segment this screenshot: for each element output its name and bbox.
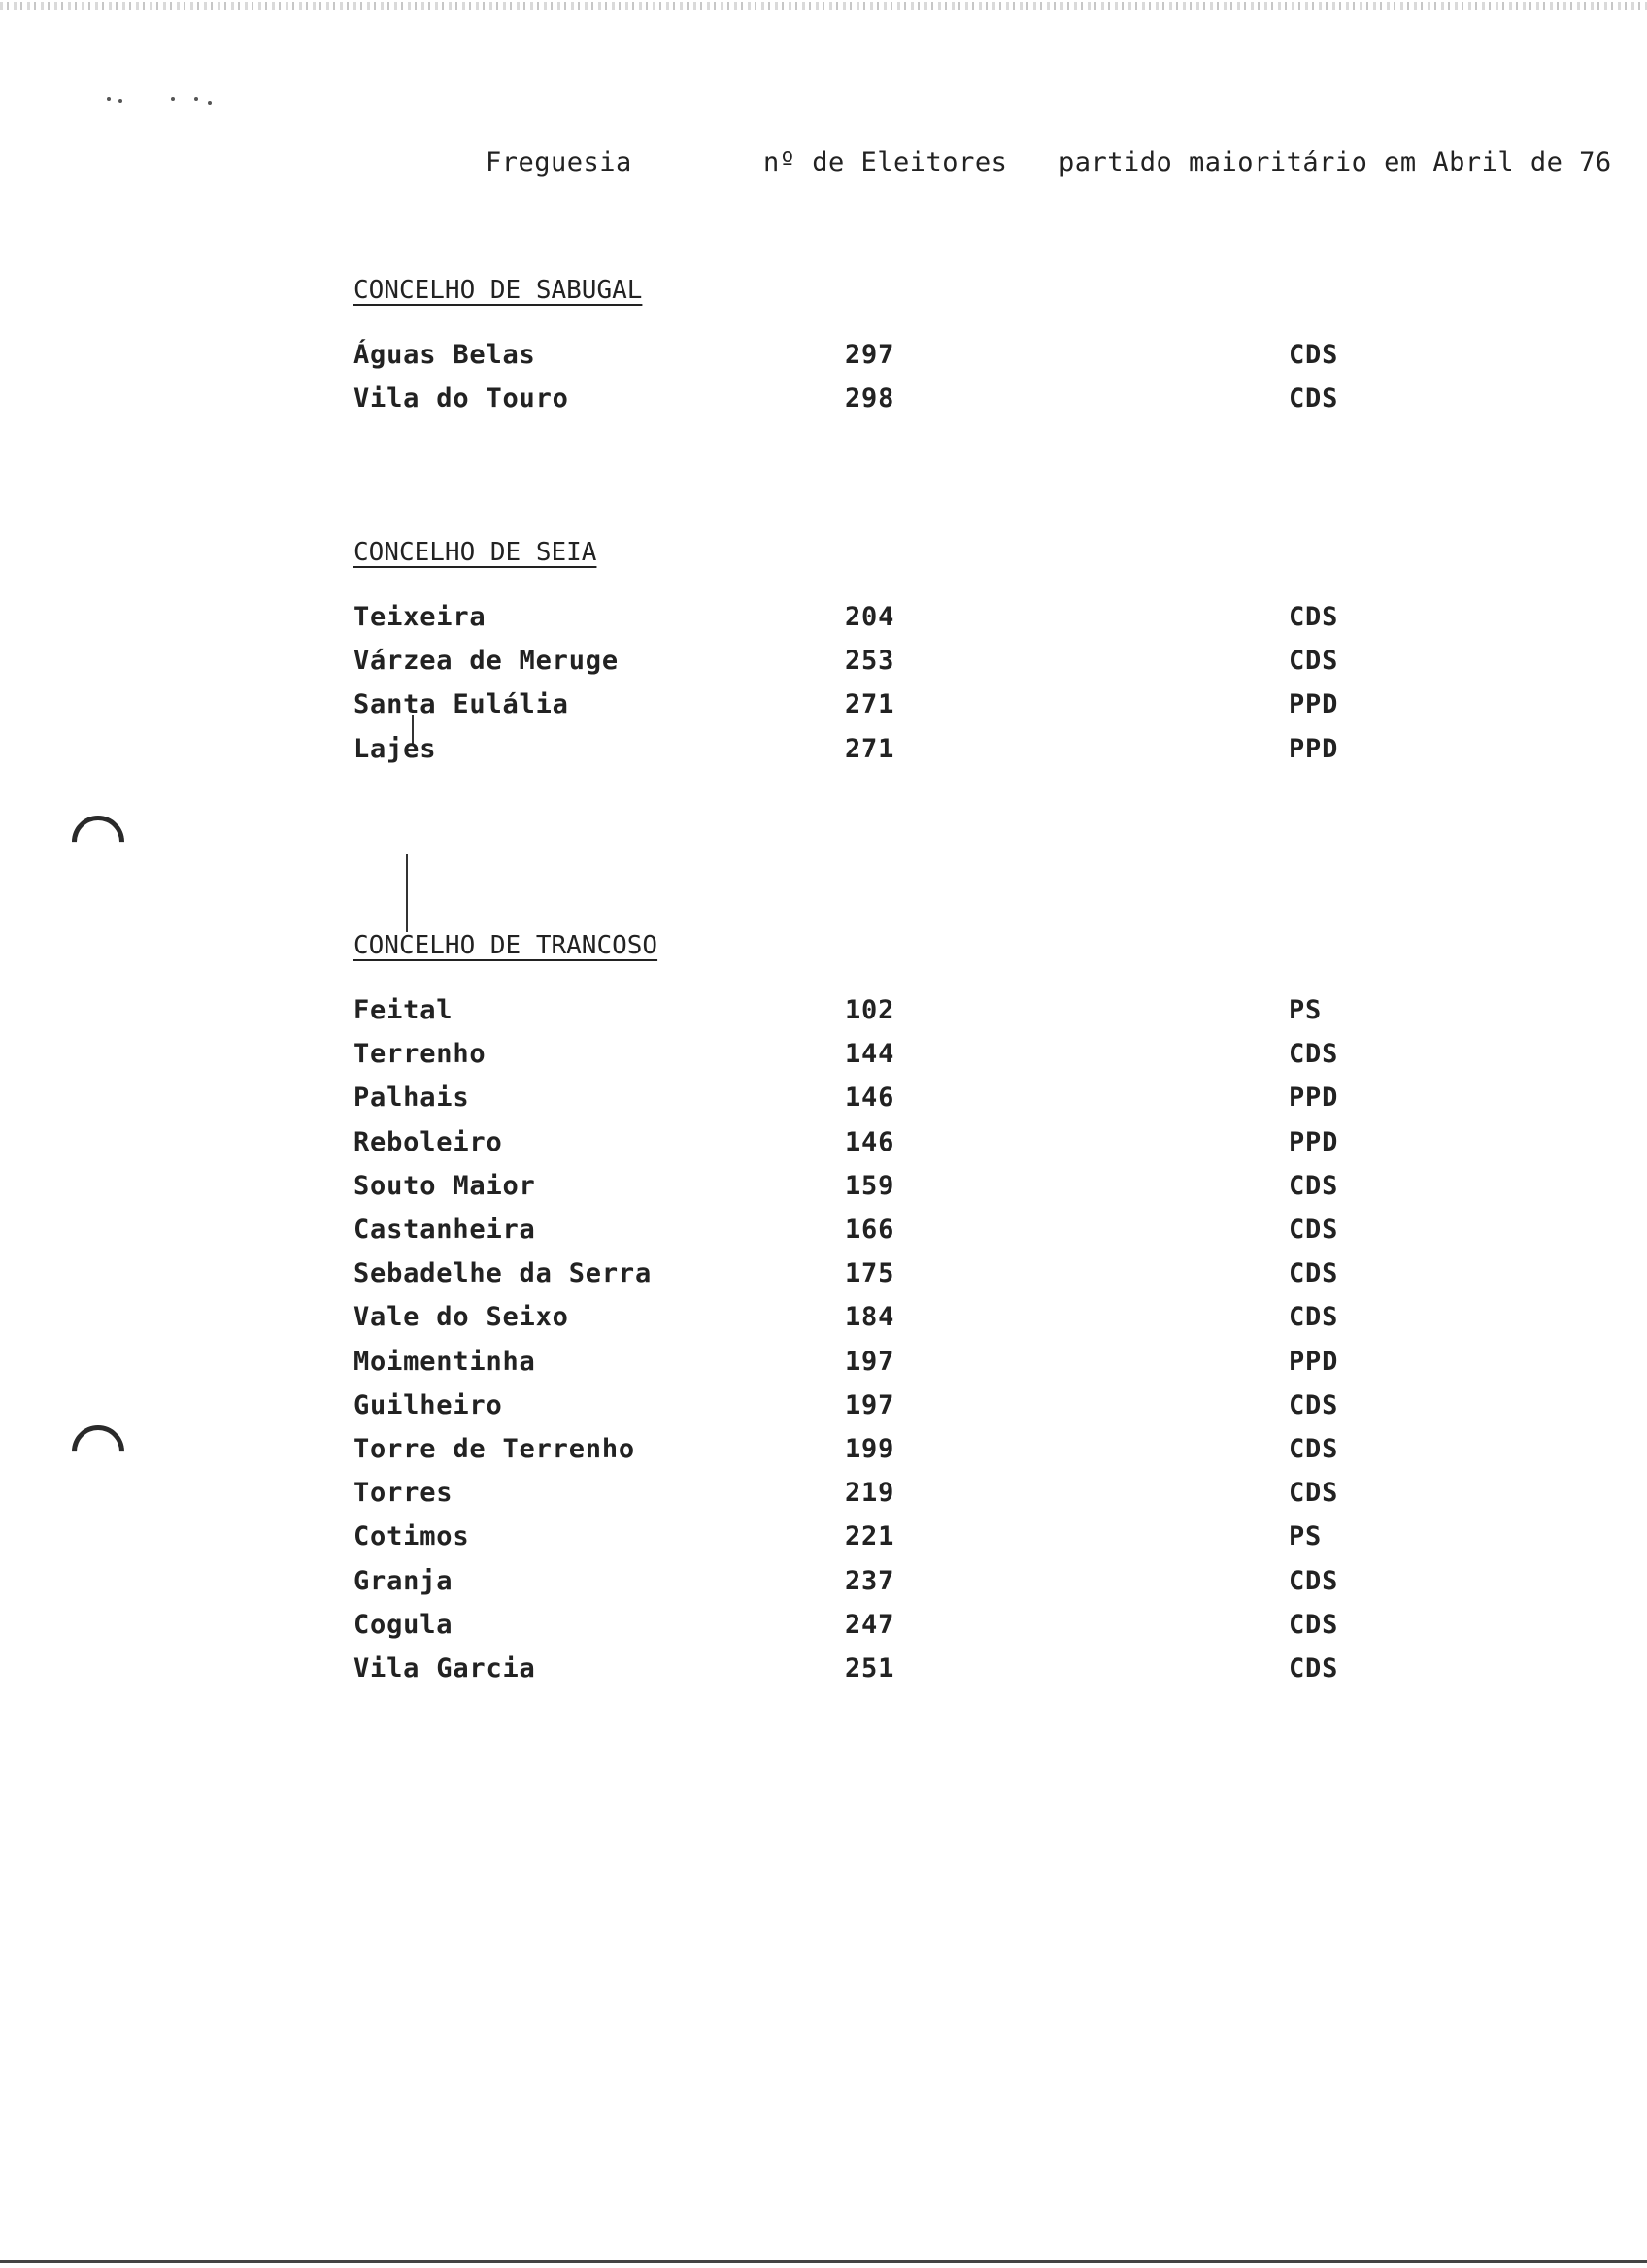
parish-name: Cotimos [353, 1521, 470, 1552]
table-row [0, 1302, 1647, 1341]
table-row [0, 1434, 1647, 1473]
voter-count: 146 [845, 1126, 895, 1157]
scan-top-edge [0, 2, 1647, 10]
column-header-partido: partido maioritário em Abril de 76 [1059, 148, 1612, 178]
voter-count: 159 [845, 1170, 895, 1201]
majority-party: PS [1289, 1521, 1323, 1552]
scan-speck [118, 99, 122, 103]
parish-name: Vale do Seixo [353, 1302, 569, 1333]
majority-party: PPD [1289, 733, 1339, 764]
parish-name: Feital [353, 995, 454, 1025]
scan-speck [208, 101, 212, 105]
majority-party: CDS [1289, 1170, 1339, 1201]
parish-name: Vila Garcia [353, 1653, 536, 1684]
table-row [0, 1347, 1647, 1385]
scan-speck [194, 97, 198, 101]
table-row [0, 1127, 1647, 1166]
parish-name: Santa Eulália [353, 689, 569, 720]
majority-party: CDS [1289, 1609, 1339, 1640]
voter-count: 102 [845, 995, 895, 1025]
voter-count: 199 [845, 1434, 895, 1464]
voter-count: 297 [845, 340, 895, 370]
scan-speck [171, 97, 175, 101]
majority-party: CDS [1289, 1653, 1339, 1684]
voter-count: 175 [845, 1258, 895, 1289]
majority-party: CDS [1289, 602, 1339, 632]
parish-name: Granja [353, 1565, 454, 1596]
parish-name: Guilheiro [353, 1389, 503, 1420]
majority-party: CDS [1289, 384, 1339, 415]
parish-name: Cogula [353, 1609, 454, 1640]
voter-count: 197 [845, 1346, 895, 1377]
column-header-freguesia: Freguesia [486, 148, 632, 178]
table-row [0, 646, 1647, 684]
table-row [0, 995, 1647, 1034]
bottom-edge-line [0, 2260, 1647, 2263]
voter-count: 197 [845, 1389, 895, 1420]
table-row [0, 384, 1647, 422]
voter-count: 184 [845, 1302, 895, 1333]
majority-party: PPD [1289, 1083, 1339, 1114]
section-title: CONCELHO DE TRANCOSO [353, 931, 658, 960]
parish-name: Teixeira [353, 602, 487, 632]
table-row [0, 1610, 1647, 1649]
voter-count: 253 [845, 646, 895, 677]
parish-name: Vila do Touro [353, 384, 569, 415]
scan-speck [107, 97, 111, 101]
table-row [0, 734, 1647, 773]
majority-party: CDS [1289, 1565, 1339, 1596]
voter-count: 219 [845, 1478, 895, 1509]
table-row [0, 1566, 1647, 1605]
voter-count: 251 [845, 1653, 895, 1684]
section-title: CONCELHO DE SABUGAL [353, 276, 643, 305]
section-title: CONCELHO DE SEIA [353, 538, 597, 567]
parish-name: Lajes [353, 733, 437, 764]
table-row [0, 1653, 1647, 1692]
voter-count: 298 [845, 384, 895, 415]
majority-party: CDS [1289, 1258, 1339, 1289]
majority-party: PS [1289, 995, 1323, 1025]
voter-count: 146 [845, 1083, 895, 1114]
voter-count: 204 [845, 602, 895, 632]
voter-count: 221 [845, 1521, 895, 1552]
parish-name: Moimentinha [353, 1346, 536, 1377]
table-row [0, 1039, 1647, 1078]
parish-name: Souto Maior [353, 1170, 536, 1201]
voter-count: 271 [845, 733, 895, 764]
parish-name: Reboleiro [353, 1126, 503, 1157]
majority-party: CDS [1289, 1478, 1339, 1509]
parish-name: Torre de Terrenho [353, 1434, 635, 1464]
table-row [0, 1215, 1647, 1253]
majority-party: CDS [1289, 646, 1339, 677]
table-row [0, 1083, 1647, 1121]
majority-party: PPD [1289, 1126, 1339, 1157]
parish-name: Terrenho [353, 1039, 487, 1070]
majority-party: CDS [1289, 340, 1339, 370]
majority-party: CDS [1289, 1389, 1339, 1420]
pen-stroke [406, 854, 408, 932]
majority-party: PPD [1289, 689, 1339, 720]
parish-name: Sebadelhe da Serra [353, 1258, 652, 1289]
parish-name: Castanheira [353, 1215, 536, 1245]
voter-count: 247 [845, 1609, 895, 1640]
table-row [0, 1478, 1647, 1517]
voter-count: 144 [845, 1039, 895, 1070]
voter-count: 166 [845, 1215, 895, 1245]
parish-name: Águas Belas [353, 340, 536, 370]
table-row [0, 340, 1647, 379]
table-row [0, 1390, 1647, 1429]
majority-party: PPD [1289, 1346, 1339, 1377]
table-row [0, 1521, 1647, 1560]
majority-party: CDS [1289, 1039, 1339, 1070]
table-row [0, 1258, 1647, 1297]
parish-name: Várzea de Meruge [353, 646, 619, 677]
column-header-eleitores: nº de Eleitores [763, 148, 1008, 178]
parish-name: Palhais [353, 1083, 470, 1114]
table-row [0, 689, 1647, 728]
punch-hole-mark [61, 805, 135, 879]
table-row [0, 1171, 1647, 1210]
voter-count: 271 [845, 689, 895, 720]
majority-party: CDS [1289, 1302, 1339, 1333]
majority-party: CDS [1289, 1434, 1339, 1464]
parish-name: Torres [353, 1478, 454, 1509]
voter-count: 237 [845, 1565, 895, 1596]
majority-party: CDS [1289, 1215, 1339, 1245]
table-row [0, 602, 1647, 641]
